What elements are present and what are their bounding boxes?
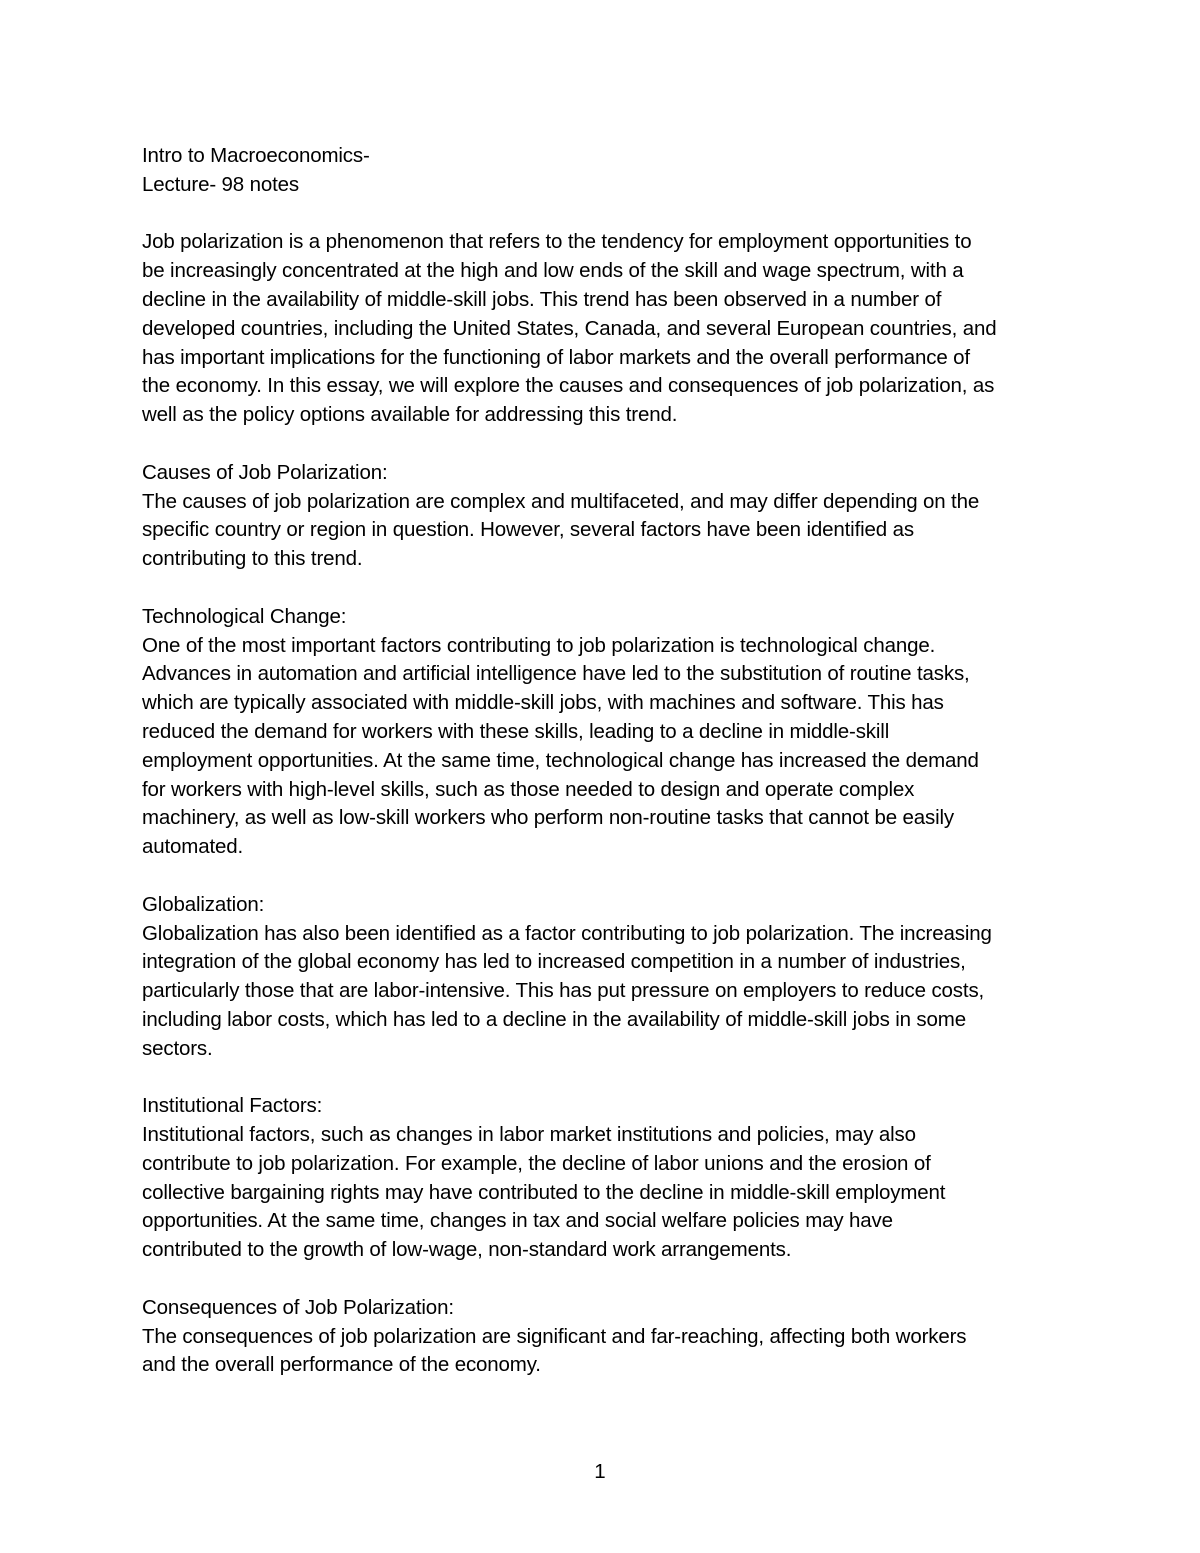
paragraph-line: employment opportunities. At the same time, technological change has increased the demand — [142, 748, 979, 772]
document-subtitle: Lecture- 98 notes — [142, 172, 299, 196]
paragraph-line: be increasingly concentrated at the high and low ends of the skill and wage spectrum, with a — [142, 259, 964, 283]
section-heading: Consequences of Job Polarization: — [142, 1295, 454, 1319]
paragraph-line: integration of the global economy has led to increased competition in a number of industries, — [142, 950, 966, 974]
paragraph-line: particularly those that are labor-intensive. This has put pressure on employers to reduce costs, — [142, 979, 985, 1003]
paragraph-line: The causes of job polarization are complex and multifaceted, and may differ depending on the — [142, 489, 980, 513]
document-header — [142, 142, 1067, 200]
paragraph-line: contributed to the growth of low-wage, non-standard work arrangements. — [142, 1238, 792, 1262]
section-heading: Institutional Factors: — [142, 1094, 323, 1118]
document-title: Intro to Macroeconomics- — [142, 144, 370, 167]
causes-section — [142, 459, 1067, 574]
paragraph-line: which are typically associated with middle-skill jobs, with machines and software. This has — [142, 691, 944, 715]
intro-paragraph — [142, 228, 1067, 430]
paragraph-line: collective bargaining rights may have contributed to the decline in middle-skill employment — [142, 1180, 946, 1204]
document-body — [142, 142, 1067, 1409]
paragraph-line: Advances in automation and artificial intelligence have led to the substitution of routine tasks, — [142, 662, 970, 686]
institutional-factors-section — [142, 1092, 1067, 1265]
paragraph-line: machinery, as well as low-skill workers who perform non-routine tasks that cannot be easily — [142, 806, 955, 830]
paragraph-line: well as the policy options available for addressing this trend. — [142, 403, 678, 427]
paragraph-line: sectors. — [142, 1036, 213, 1060]
paragraph-line: contributing to this trend. — [142, 547, 363, 571]
paragraph-line: decline in the availability of middle-skill jobs. This trend has been observed in a number of — [142, 287, 942, 311]
paragraph-line: reduced the demand for workers with these skills, leading to a decline in middle-skill — [142, 719, 890, 743]
technological-change-section — [142, 603, 1067, 862]
paragraph-line: including labor costs, which has led to a decline in the availability of middle-skill jobs in some — [142, 1007, 966, 1031]
paragraph-line: specific country or region in question. However, several factors have been identified as — [142, 518, 914, 542]
paragraph-line: and the overall performance of the economy. — [142, 1353, 541, 1377]
paragraph-line: has important implications for the functioning of labor markets and the overall performance of — [142, 345, 970, 369]
paragraph-line: automated. — [142, 835, 244, 859]
paragraph-line: the economy. In this essay, we will explore the causes and consequences of job polarization, as — [142, 374, 995, 398]
page-number: 1 — [594, 1460, 606, 1483]
section-heading: Technological Change: — [142, 604, 347, 628]
paragraph-line: contribute to job polarization. For example, the decline of labor unions and the erosion of — [142, 1151, 931, 1175]
consequences-section — [142, 1294, 1067, 1380]
section-heading: Causes of Job Polarization: — [142, 460, 388, 484]
paragraph-line: Globalization has also been identified as a factor contributing to job polarization. The increasing — [142, 921, 992, 945]
paragraph-line: opportunities. At the same time, changes in tax and social welfare policies may have — [142, 1209, 893, 1233]
section-heading: Globalization: — [142, 892, 265, 916]
paragraph-line: developed countries, including the United States, Canada, and several European countries, and — [142, 316, 997, 340]
paragraph-line: One of the most important factors contributing to job polarization is technological change. — [142, 633, 936, 657]
globalization-section — [142, 891, 1067, 1064]
paragraph-line: Institutional factors, such as changes in labor market institutions and policies, may also — [142, 1123, 916, 1147]
paragraph-line: for workers with high-level skills, such as those needed to design and operate complex — [142, 777, 915, 801]
paragraph-line: Job polarization is a phenomenon that refers to the tendency for employment opportunities to — [142, 230, 972, 254]
paragraph-line: The consequences of job polarization are significant and far-reaching, affecting both workers — [142, 1324, 967, 1348]
